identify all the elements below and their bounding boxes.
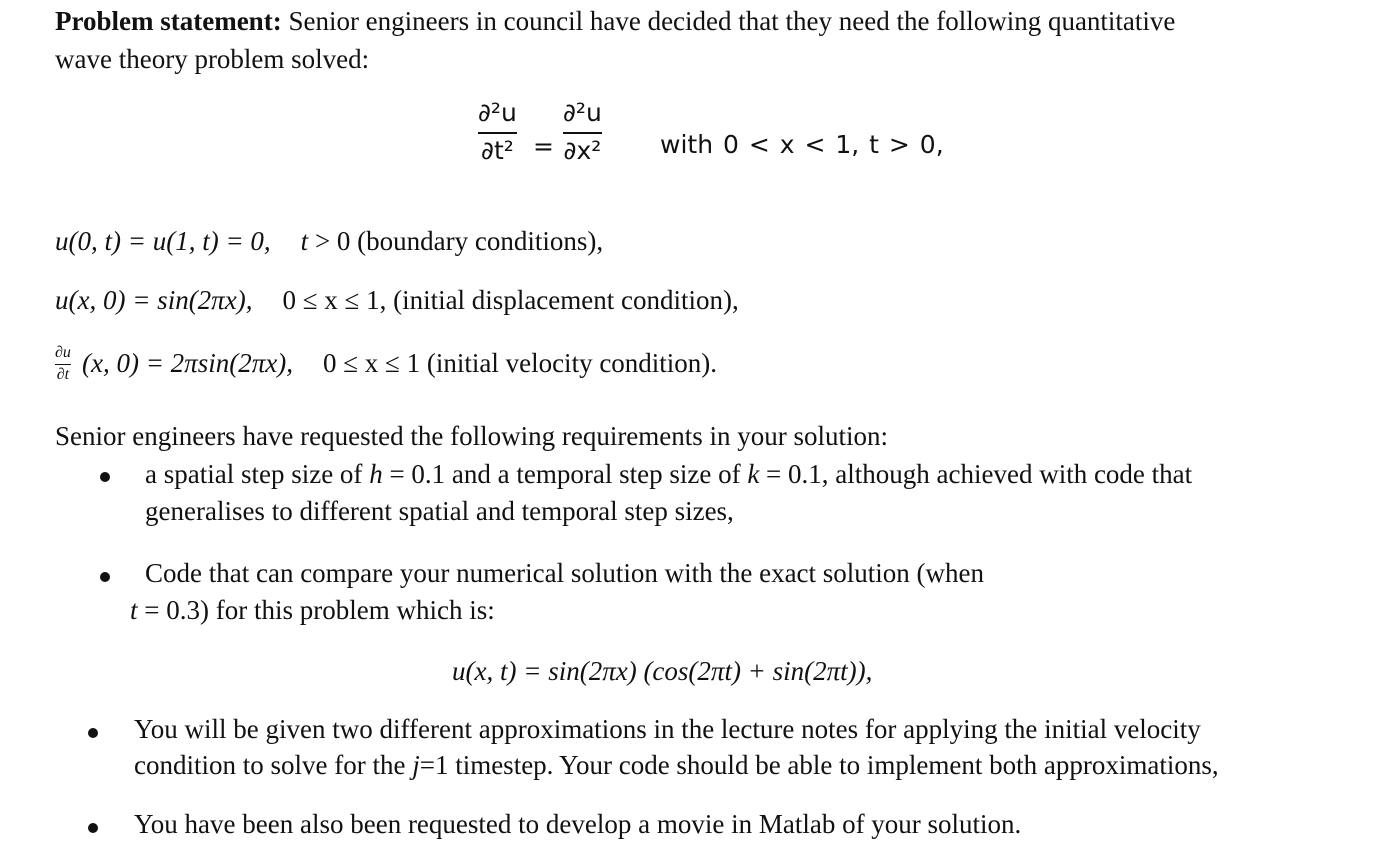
- initial-velocity-fraction-bar: [55, 364, 71, 365]
- initial-velocity-text: (initial velocity condition).: [420, 348, 718, 378]
- requirement-3-line-1: You will be given two different approximations in the lecture notes for applying the initial velocity: [134, 714, 1201, 744]
- requirement-2-line-2: t = 0.3) for this problem which is:: [130, 595, 495, 625]
- boundary-condition: [55, 228, 603, 255]
- initial-velocity-math: (x, 0) = 2πsin(2πx),: [82, 348, 293, 378]
- initial-displacement-range: 0 ≤ x ≤ 1,: [282, 285, 387, 315]
- requirements-intro: Senior engineers have requested the following requirements in your solution:: [55, 421, 889, 451]
- initial-velocity-range: 0 ≤ x ≤ 1: [322, 348, 421, 378]
- requirement-2-line-1: Code that can compare your numerical solution with the exact solution (when: [145, 558, 985, 588]
- initial-velocity-condition: [82, 350, 717, 377]
- requirement-3-j: j: [412, 750, 420, 780]
- problem-intro-line-2: wave theory problem solved:: [55, 44, 370, 74]
- pde-right-denominator: ∂x²: [563, 136, 602, 165]
- boundary-condition-t: t: [300, 226, 309, 256]
- bullet-4: [88, 823, 98, 833]
- initial-displacement-text: (initial displacement condition),: [386, 285, 739, 315]
- initial-velocity-numerator: ∂u: [55, 344, 71, 361]
- pde-left-denominator: ∂t²: [481, 136, 514, 165]
- pde-equals: =: [533, 132, 554, 161]
- pde-right-fraction-bar: [563, 132, 602, 134]
- requirement-1-line-2: generalises to different spatial and temporal step sizes,: [145, 496, 734, 526]
- initial-displacement-condition: [55, 287, 739, 314]
- requirement-1-h: h: [369, 459, 383, 489]
- pde-left-fraction-bar: [478, 132, 517, 134]
- pde-right-fraction: [563, 100, 602, 163]
- boundary-condition-math: u(0, t) = u(1, t) = 0,: [55, 226, 271, 256]
- pde-left-numerator: ∂²u: [478, 98, 517, 127]
- initial-displacement-math: u(x, 0) = sin(2πx),: [55, 285, 253, 315]
- pde-left-fraction: [478, 100, 517, 163]
- pde-right-numerator: ∂²u: [563, 98, 602, 127]
- problem-intro-line-1: [55, 8, 1175, 35]
- requirement-1-k: k: [747, 459, 760, 489]
- exact-solution: u(x, t) = sin(2πx) (cos(2πt) + sin(2πt)),: [452, 656, 873, 686]
- requirement-4-line-1: You have been also been requested to develop a movie in Matlab of your solution.: [134, 809, 1022, 839]
- bullet-1: [100, 472, 110, 482]
- boundary-condition-text: > 0 (boundary conditions),: [308, 226, 604, 256]
- problem-heading: Problem statement:: [55, 6, 282, 36]
- requirement-1-line-1: a spatial step size of h = 0.1 and a temporal step size of k = 0.1, although achieved with code that: [145, 459, 1193, 489]
- initial-velocity-fraction: [55, 345, 71, 383]
- requirement-2-t: t: [130, 595, 138, 625]
- bullet-2: [100, 572, 110, 582]
- requirement-3-line-2: condition to solve for the j=1 timestep. Your code should be able to implement both approximations,: [134, 750, 1219, 780]
- pde-domain: with 0 < x < 1, t > 0,: [660, 130, 944, 159]
- problem-intro-text-1: Senior engineers in council have decided that they need the following quantitative: [281, 6, 1176, 36]
- initial-velocity-denominator: ∂t: [56, 366, 70, 383]
- bullet-3: [88, 728, 98, 738]
